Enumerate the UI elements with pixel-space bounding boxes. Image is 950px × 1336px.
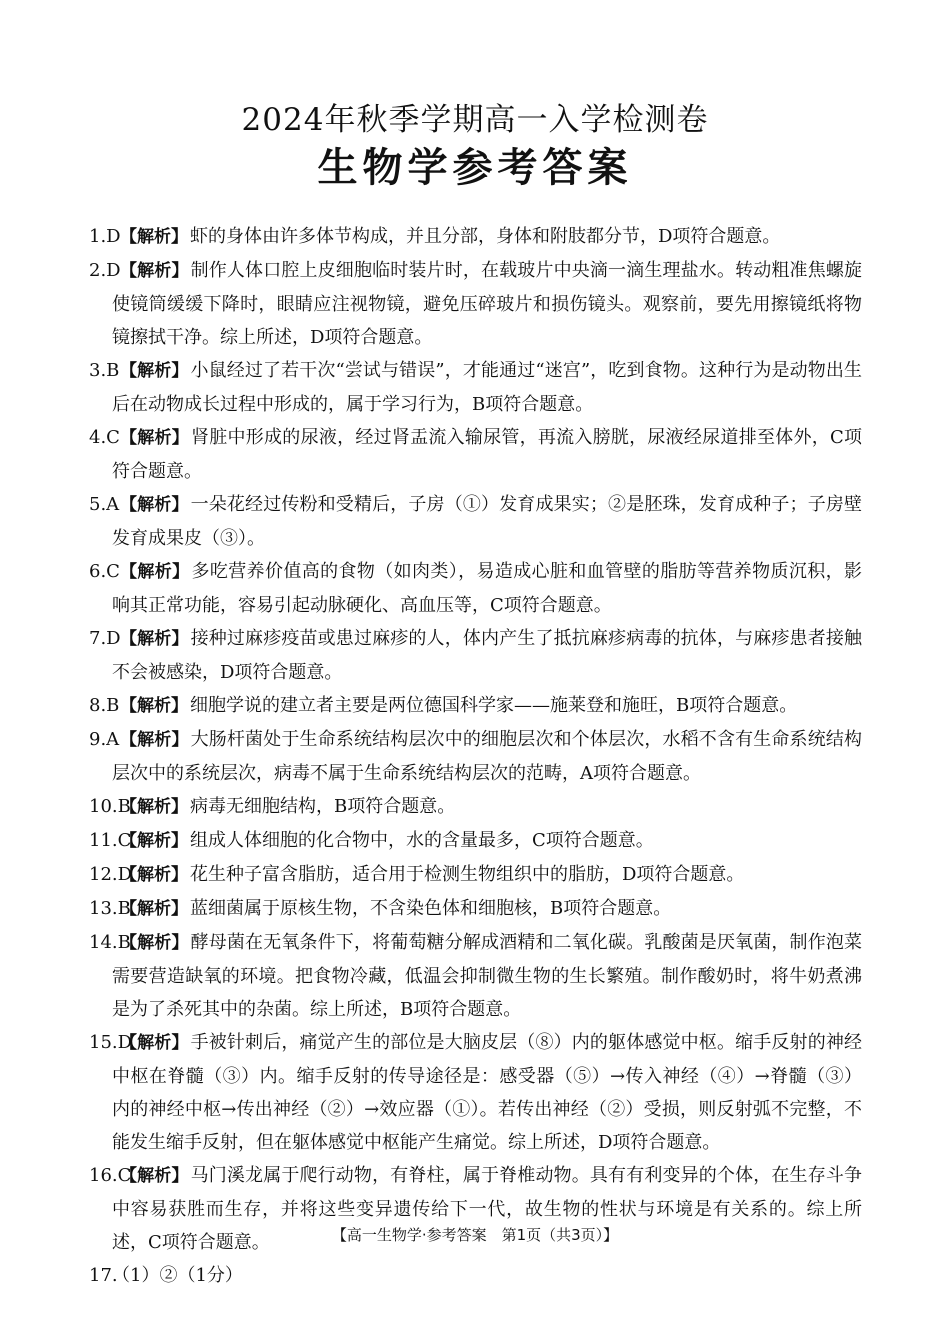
answer-item — [0, 1026, 862, 1159]
answer-item — [0, 488, 862, 555]
analysis-tag: 【解析】 — [120, 865, 188, 885]
analysis-tag: 【解析】 — [120, 1033, 189, 1053]
answer-explanation: 花生种子富含脂肪，适合用于检测生物组织中的脂肪，D项符合题意。 — [190, 864, 745, 885]
answer-item — [0, 790, 862, 824]
answer-explanation: 接种过麻疹疫苗或患过麻疹的人，体内产生了抵抗麻疹病毒的抗体，与麻疹患者接触不会被感染，D项符合题意。 — [112, 628, 863, 683]
answer-body — [112, 729, 862, 784]
analysis-tag: 【解析】 — [120, 831, 188, 851]
analysis-tag: 【解析】 — [120, 562, 190, 582]
answer-explanation: 肾脏中形成的尿液，经过肾盂流入输尿管，再流入膀胱，尿液经尿道排至体外，C项符合题意。 — [112, 427, 862, 482]
answer-body — [112, 695, 797, 716]
answer-body — [112, 561, 862, 616]
answer-explanation: 酵母菌在无氧条件下，将葡萄糖分解成酒精和二氧化碳。乳酸菌是厌氧菌，制作泡菜需要营造缺氧的环境。把食物冷藏，低温会抑制微生物的生长繁殖。制作酸奶时，将牛奶煮沸是为了杀死其中的杂菌。综上所述，B项符合题意。 — [112, 932, 863, 1020]
answer-item — [0, 555, 862, 622]
answer-item — [0, 824, 862, 858]
answer-explanation: 病毒无细胞结构，B项符合题意。 — [190, 796, 456, 817]
answer-number: 9.A — [89, 729, 120, 750]
exam-title: 2024年秋季学期高一入学检测卷 — [241, 102, 709, 138]
analysis-tag: 【解析】 — [120, 730, 189, 750]
answer-item — [0, 689, 862, 723]
answer-item — [0, 926, 862, 1026]
answer-explanation: 制作人体口腔上皮细胞临时装片时，在载玻片中央滴一滴生理盐水。转动粗准焦螺旋使镜筒缓缓下降时，眼睛应注视物镜，避免压碎玻片和损伤镜头。观察前，要先用擦镜纸将物镜擦拭干净。综上所述，D项符合题意。 — [112, 260, 863, 348]
answer-item — [0, 254, 862, 354]
answer-explanation: 细胞学说的建立者主要是两位德国科学家——施莱登和施旺，B项符合题意。 — [190, 695, 798, 716]
answer-number: 15.D — [89, 1032, 133, 1053]
answer-number: 8.B — [89, 695, 120, 716]
analysis-tag: 【解析】 — [120, 899, 188, 919]
analysis-tag: 【解析】 — [120, 261, 189, 281]
answer-explanation: 多吃营养价值高的食物（如肉类），易造成心脏和血管壁的脂肪等营养物质沉积，影响其正常功能，容易引起动脉硬化、高血压等，C项符合题意。 — [112, 561, 862, 616]
answer-list — [0, 220, 950, 1292]
answer-body — [112, 830, 654, 851]
analysis-tag: 【解析】 — [120, 495, 189, 515]
answer-item — [0, 858, 862, 892]
analysis-tag: 【解析】 — [120, 696, 188, 716]
answer-number: 4.C — [89, 427, 120, 448]
answer-number: 12.D — [89, 864, 133, 885]
analysis-tag: 【解析】 — [120, 361, 189, 381]
answer-explanation: 大肠杆菌处于生命系统结构层次中的细胞层次和个体层次，水稻不含有生命系统结构层次中的系统层次，病毒不属于生命系统结构层次的范畴，A项符合题意。 — [112, 729, 863, 784]
analysis-tag: 【解析】 — [120, 227, 188, 247]
answer-item — [0, 622, 862, 689]
answer-number: 11.C — [89, 830, 132, 851]
answer-explanation: 虾的身体由许多体节构成，并且分部，身体和附肢都分节，D项符合题意。 — [190, 226, 781, 247]
answer-item — [0, 892, 862, 926]
answer-body — [112, 864, 744, 885]
answer-key-title: 生物学参考答案 — [317, 144, 633, 191]
answer-item — [0, 1259, 862, 1292]
answer-body — [112, 628, 862, 683]
analysis-tag: 【解析】 — [120, 933, 189, 953]
answer-body — [112, 796, 455, 817]
answer-item — [0, 354, 862, 421]
answer-explanation: 小鼠经过了若干次“尝试与错误”，才能通过“迷宫”，吃到食物。这种行为是动物出生后在动物成长过程中形成的，属于学习行为，B项符合题意。 — [112, 360, 862, 415]
answer-body — [112, 427, 862, 482]
answer-explanation: 手被针刺后，痛觉产生的部位是大脑皮层（⑧）内的躯体感觉中枢。缩手反射的神经中枢在脊髓（③）内。缩手反射的传导途径是：感受器（⑤）→传入神经（④）→脊髓（③）内的神经中枢→传出神经（②）→效应器（①）。若传出神经（②）受损，则反射弧不完整，不能发生缩手反射，但在躯体感觉中枢能产生痛觉。综上所述，D项符合题意。 — [112, 1032, 863, 1153]
answer-number: 13.B — [89, 898, 131, 919]
analysis-tag: 【解析】 — [120, 428, 190, 448]
answer-item — [0, 220, 862, 254]
answer-number: 2.D — [89, 260, 121, 281]
answer-explanation: 一朵花经过传粉和受精后，子房（①）发育成果实；②是胚珠，发育成种子；子房壁发育成果皮（③）。 — [112, 494, 863, 549]
answer-item — [0, 421, 862, 488]
answer-number: 7.D — [89, 628, 121, 649]
answer-body — [112, 260, 862, 348]
answer-item — [0, 723, 862, 790]
answer-number: 6.C — [89, 561, 120, 582]
answer-body — [112, 898, 671, 919]
answer-number: 10.B — [89, 796, 131, 817]
answer-explanation: 组成人体细胞的化合物中，水的含量最多，C项符合题意。 — [190, 830, 654, 851]
answer-explanation: （1）②（1分） — [112, 1265, 243, 1286]
answer-body — [112, 1032, 862, 1153]
answer-body — [112, 932, 862, 1020]
page-footer: 【高一生物学·参考答案 第1页（共3页）】 — [331, 1226, 619, 1244]
analysis-tag: 【解析】 — [120, 1166, 189, 1186]
analysis-tag: 【解析】 — [120, 797, 188, 817]
answer-number: 17. — [89, 1265, 118, 1286]
answer-body — [112, 226, 780, 247]
answer-number: 16.C — [89, 1165, 132, 1186]
answer-body — [112, 360, 862, 415]
answer-number: 5.A — [89, 494, 120, 515]
answer-number: 1.D — [89, 226, 121, 247]
answer-number: 3.B — [89, 360, 120, 381]
answer-number: 14.B — [89, 932, 131, 953]
answer-explanation: 蓝细菌属于原核生物，不含染色体和细胞核，B项符合题意。 — [190, 898, 672, 919]
answer-body — [112, 494, 862, 549]
analysis-tag: 【解析】 — [120, 629, 189, 649]
answer-explanation: 马门溪龙属于爬行动物，有脊柱，属于脊椎动物。具有有利变异的个体，在生存斗争中容易获胜而生存，并将这些变异遗传给下一代，故生物的性状与环境是有关系的。综上所述，C项符合题意。 — [112, 1165, 863, 1253]
